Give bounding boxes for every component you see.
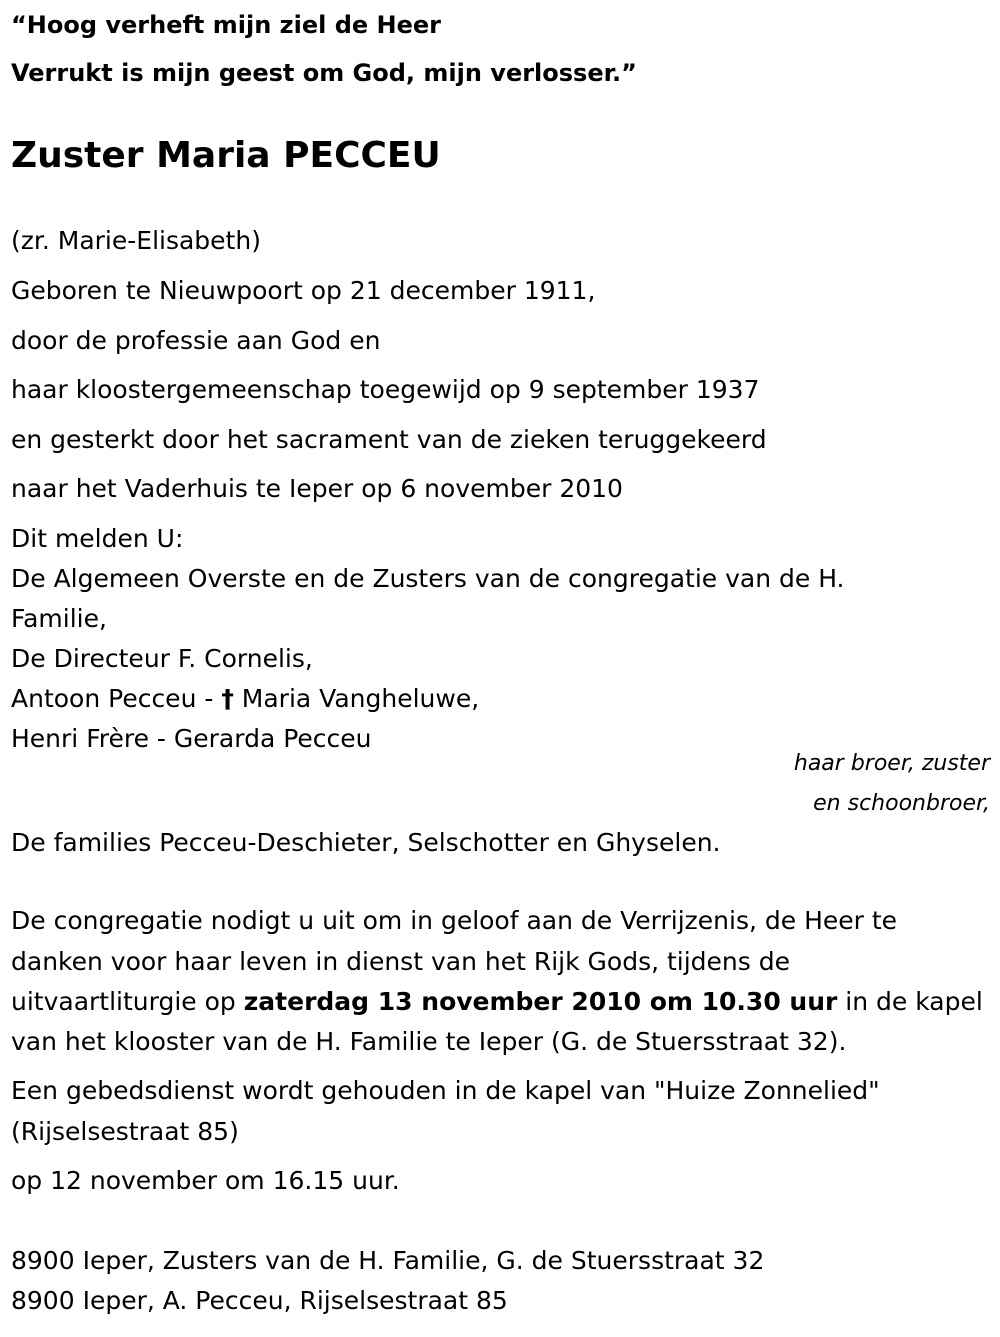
funeral-line: De congregatie nodigt u uit om in geloof aan de Verrijzenis, de Heer te — [11, 906, 898, 935]
relation-label: haar broer, zuster — [793, 751, 990, 776]
quote-line-1: “Hoog verheft mijn ziel de Heer — [11, 11, 442, 39]
families-line: De families Pecceu-Deschieter, Selschotter en Ghyselen. — [11, 828, 721, 857]
funeral-text: in de kapel — [837, 987, 983, 1016]
announcer-line — [11, 684, 479, 714]
announcer-line: Familie, — [11, 604, 107, 633]
prayer-line: Een gebedsdienst wordt gehouden in de kapel van "Huize Zonnelied" — [11, 1076, 880, 1105]
religious-name: (zr. Marie-Elisabeth) — [11, 226, 261, 255]
address-line: 8900 Ieper, A. Pecceu, Rijselsestraat 85 — [11, 1286, 508, 1315]
funeral-line: danken voor haar leven in dienst van het Rijk Gods, tijdens de — [11, 947, 790, 976]
relation-label: en schoonbroer, — [813, 791, 990, 816]
announcer-name: Antoon Pecceu - — [11, 684, 222, 713]
quote-line-2: Verrukt is mijn geest om God, mijn verlosser.” — [11, 59, 637, 87]
funeral-text: uitvaartliturgie op — [11, 987, 244, 1016]
announcer-name: Maria Vangheluwe, — [233, 684, 480, 713]
announcer-line: Henri Frère - Gerarda Pecceu — [11, 724, 372, 753]
deceased-name: Zuster Maria PECCEU — [11, 135, 441, 176]
bio-line: door de professie aan God en — [11, 326, 381, 355]
announcers-intro: Dit melden U: — [11, 524, 184, 553]
prayer-line: op 12 november om 16.15 uur. — [11, 1166, 400, 1195]
bio-line: Geboren te Nieuwpoort op 21 december 1911, — [11, 276, 596, 305]
address-line: 8900 Ieper, Zusters van de H. Familie, G. de Stuersstraat 32 — [11, 1246, 765, 1275]
bio-line: haar kloostergemeenschap toegewijd op 9 september 1937 — [11, 375, 760, 404]
funeral-line — [11, 987, 983, 1017]
announcer-line: De Directeur F. Cornelis, — [11, 644, 313, 673]
bio-line: en gesterkt door het sacrament van de zieken teruggekeerd — [11, 425, 767, 454]
cross-icon: † — [221, 684, 234, 713]
prayer-line: (Rijselsestraat 85) — [11, 1117, 239, 1146]
funeral-line: van het klooster van de H. Familie te Ieper (G. de Stuersstraat 32). — [11, 1027, 847, 1056]
announcer-line: De Algemeen Overste en de Zusters van de congregatie van de H. — [11, 564, 845, 593]
bio-line: naar het Vaderhuis te Ieper op 6 november 2010 — [11, 474, 623, 503]
funeral-datetime: zaterdag 13 november 2010 om 10.30 uur — [243, 987, 838, 1016]
